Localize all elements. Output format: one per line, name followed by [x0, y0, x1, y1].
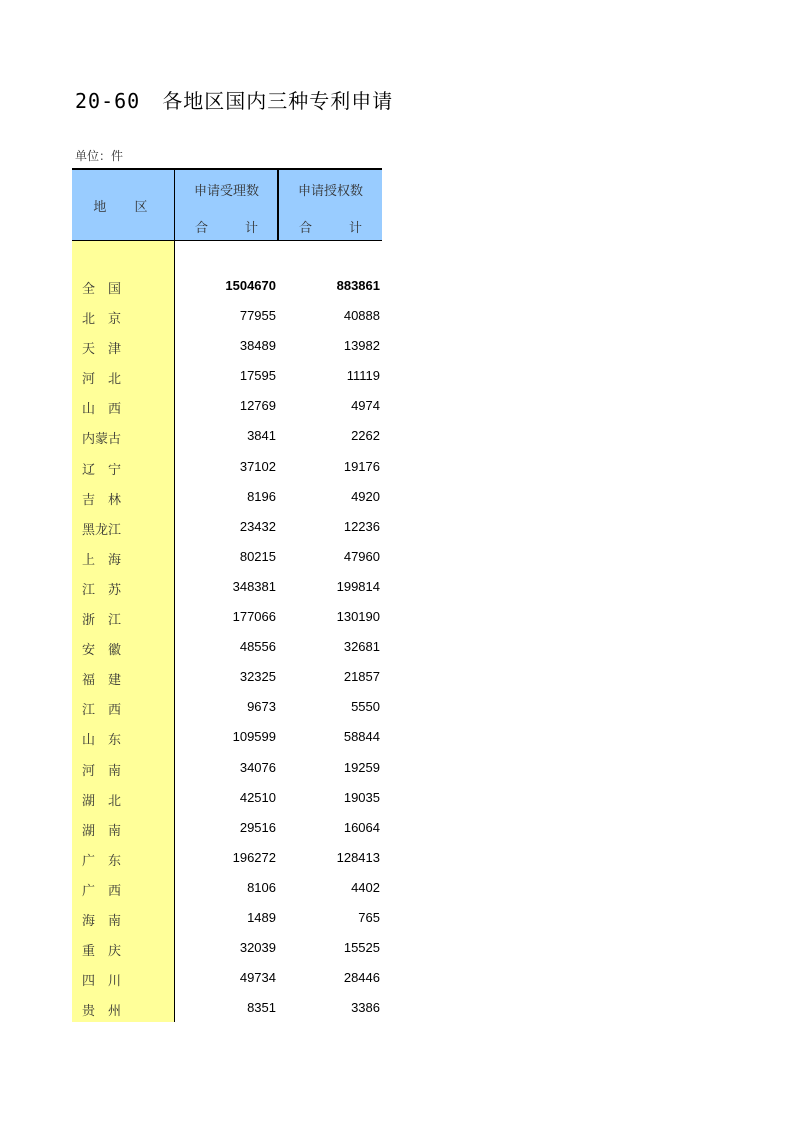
applications-value: 196272 — [232, 849, 276, 865]
applications-value: 80215 — [239, 548, 276, 564]
grants-value: 765 — [358, 909, 380, 925]
applications-value: 49734 — [239, 970, 276, 986]
table-row — [72, 482, 382, 512]
region-name: 广 东 — [82, 853, 122, 869]
grants-value: 19176 — [343, 458, 380, 474]
region-name: 内蒙古 — [82, 432, 122, 448]
table-row — [72, 632, 382, 662]
grants-value: 4920 — [351, 488, 380, 504]
table-row — [72, 963, 382, 993]
region-name: 北 京 — [82, 312, 122, 328]
applications-value: 9673 — [247, 699, 276, 715]
region-name: 贵 州 — [82, 1004, 122, 1020]
grants-value: 128413 — [336, 849, 380, 865]
region-header: 地 区 — [93, 199, 160, 215]
region-name: 江 苏 — [82, 582, 122, 598]
region-name: 辽 宁 — [82, 462, 122, 478]
grants-subheader-right: 计 — [348, 221, 362, 236]
applications-value: 348381 — [232, 578, 276, 594]
applications-value: 3841 — [247, 428, 276, 444]
table-row — [72, 843, 382, 873]
grants-value: 28446 — [343, 970, 380, 986]
table-row — [72, 271, 382, 301]
applications-subheader-left: 合 — [195, 221, 209, 236]
table-row — [72, 602, 382, 632]
table-row — [72, 993, 382, 1023]
region-name: 上 海 — [82, 552, 122, 568]
region-name: 重 庆 — [82, 944, 122, 960]
page-title — [75, 85, 393, 114]
applications-value: 77955 — [239, 308, 276, 324]
applications-subheader — [195, 217, 258, 236]
grants-value: 47960 — [343, 548, 380, 564]
table-number: 20-60 — [75, 89, 141, 113]
table-row — [72, 542, 382, 572]
table-header — [72, 168, 382, 241]
table-row — [72, 903, 382, 933]
table-row — [72, 722, 382, 752]
grants-header-label: 申请授权数 — [297, 184, 363, 199]
applications-value: 177066 — [232, 609, 276, 625]
unit-label: 单位：件 — [75, 149, 124, 163]
applications-value: 32039 — [239, 940, 276, 956]
region-name: 全 国 — [82, 282, 122, 297]
region-name: 浙 江 — [82, 613, 122, 629]
applications-value: 12769 — [239, 398, 276, 414]
applications-value: 8106 — [247, 879, 276, 895]
table-row — [72, 452, 382, 482]
region-name: 天 津 — [82, 342, 122, 358]
region-name: 黑龙江 — [82, 522, 122, 538]
grants-value: 13982 — [343, 338, 380, 354]
region-name: 广 西 — [82, 883, 122, 899]
applications-value: 17595 — [239, 368, 276, 384]
grants-value: 883861 — [336, 278, 380, 293]
applications-value: 8351 — [247, 1000, 276, 1016]
grants-value: 40888 — [343, 308, 380, 324]
region-name: 江 西 — [82, 703, 122, 719]
grants-value: 2262 — [351, 428, 380, 444]
grants-value: 19259 — [343, 759, 380, 775]
grants-value: 199814 — [336, 578, 380, 594]
table-rows — [72, 271, 382, 1023]
table-row — [72, 301, 382, 331]
grants-value: 4402 — [351, 879, 380, 895]
applications-value: 34076 — [239, 759, 276, 775]
applications-value: 37102 — [239, 458, 276, 474]
table-row — [72, 391, 382, 421]
applications-value: 1489 — [247, 909, 276, 925]
grants-value: 19035 — [343, 789, 380, 805]
region-name: 安 徽 — [82, 643, 122, 659]
region-name: 四 川 — [82, 974, 122, 990]
region-name: 湖 南 — [82, 823, 122, 839]
applications-value: 8196 — [247, 488, 276, 504]
patent-table — [72, 168, 382, 1022]
table-row — [72, 933, 382, 963]
grants-value: 11119 — [346, 368, 380, 384]
applications-value: 38489 — [239, 338, 276, 354]
applications-subheader-right: 计 — [244, 221, 258, 236]
table-title: 各地区国内三种专利申请 — [162, 89, 394, 113]
grants-value: 4974 — [351, 398, 380, 414]
table-body — [72, 241, 382, 1022]
table-row — [72, 512, 382, 542]
region-name: 福 建 — [82, 673, 122, 689]
applications-header — [175, 170, 278, 240]
region-name: 吉 林 — [82, 492, 122, 508]
applications-value: 29516 — [239, 819, 276, 835]
grants-value: 58844 — [343, 729, 380, 745]
grants-value: 12236 — [343, 518, 380, 534]
grants-value: 130190 — [336, 609, 380, 625]
applications-value: 48556 — [239, 639, 276, 655]
table-row — [72, 692, 382, 722]
region-name: 山 东 — [82, 733, 122, 749]
grants-value: 3386 — [351, 1000, 380, 1016]
region-name: 湖 北 — [82, 793, 122, 809]
table-row — [72, 873, 382, 903]
applications-value: 32325 — [239, 669, 276, 685]
table-row — [72, 331, 382, 361]
applications-value: 23432 — [239, 518, 276, 534]
table-row — [72, 813, 382, 843]
region-name: 河 南 — [82, 763, 122, 779]
grants-value: 15525 — [343, 940, 380, 956]
grants-subheader — [299, 217, 362, 236]
table-row — [72, 572, 382, 602]
grants-value: 5550 — [351, 699, 380, 715]
table-row — [72, 361, 382, 391]
grants-subheader-left: 合 — [299, 221, 313, 236]
grants-header — [279, 170, 382, 240]
applications-value: 42510 — [239, 789, 276, 805]
applications-value: 109599 — [232, 729, 276, 745]
applications-header-label: 申请受理数 — [193, 184, 259, 199]
table-row — [72, 421, 382, 451]
grants-value: 16064 — [343, 819, 380, 835]
applications-value: 1504670 — [225, 278, 276, 293]
region-name: 河 北 — [82, 372, 122, 388]
grants-value: 21857 — [343, 669, 380, 685]
region-name: 海 南 — [82, 913, 122, 929]
table-row — [72, 783, 382, 813]
region-name: 山 西 — [82, 402, 122, 418]
table-row — [72, 753, 382, 783]
grants-value: 32681 — [343, 639, 380, 655]
table-row — [72, 662, 382, 692]
